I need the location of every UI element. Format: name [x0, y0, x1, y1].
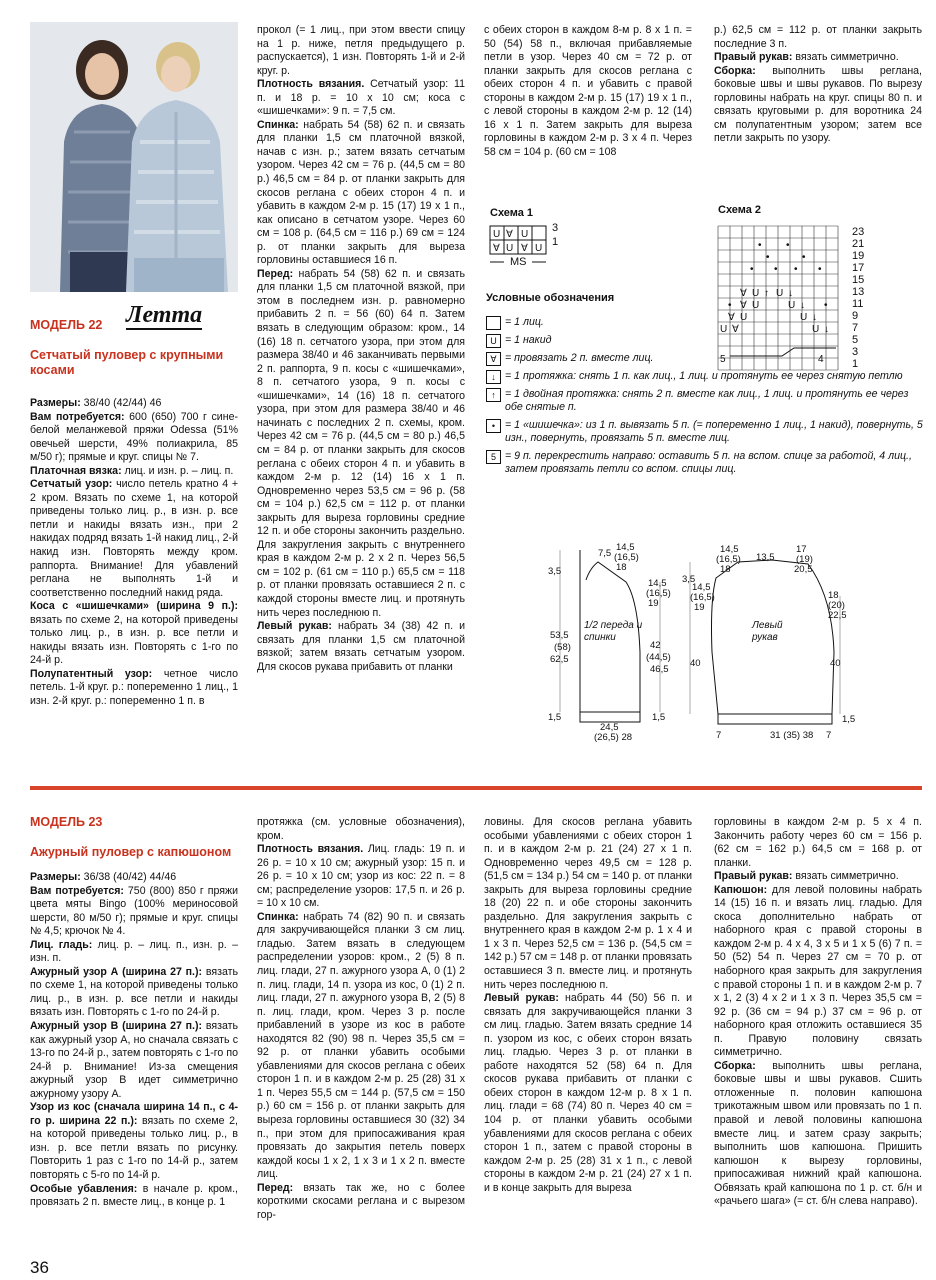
model-22-title: Сетчатый пуловер с крупными косами [30, 348, 224, 377]
svg-text:U: U [493, 229, 501, 240]
dimension-label: 24,5 [600, 722, 619, 733]
paragraph [30, 465, 238, 479]
paragraph-heading: Правый рукав: [714, 51, 793, 64]
schema-row-number: 23 [852, 226, 865, 238]
paragraph-text: вязать так же, но с более короткими скосами реглана и с вырезом гор- [257, 1181, 465, 1221]
paragraph [484, 816, 692, 992]
paragraph [484, 992, 692, 1195]
paragraph-text: прокол (= 1 лиц., при этом ввести спицу на 1 р. ниже, петля предыдущего р. распускается), 1 изн. Повторять 1-й и 2-й круг. р. [257, 24, 465, 77]
paragraph [30, 478, 238, 600]
svg-text:•: • [728, 300, 732, 311]
paragraph [257, 119, 465, 268]
legend-symbol-icon: U [486, 334, 501, 348]
legend-symbol-icon [486, 316, 501, 330]
paragraph-heading: Особые убавления: [30, 1182, 138, 1195]
paragraph-text: четное число петель. 1-й круг. р.: попеременно 1 лиц., 1 изн. 2-й круг. р.: попеременно 1 п. в [30, 667, 238, 708]
svg-text:•: • [766, 252, 770, 263]
dimension-label: (20) [828, 600, 845, 611]
legend-item [486, 316, 926, 330]
page-number: 36 [30, 1258, 49, 1277]
schema-row-number: 21 [852, 238, 865, 250]
dimension-label: 18 [616, 562, 627, 573]
paragraph [714, 1060, 922, 1209]
legend-item [486, 450, 926, 477]
legend-symbol-icon: ∀ [486, 352, 501, 366]
paragraph-text: в начале р. кром., провязать 2 п. вместе лиц., в конце р. 1 [30, 1182, 238, 1209]
paragraph-heading: Плотность вязания. [257, 843, 364, 856]
paragraph-text: вязать по схеме 2, на которой приведены только лиц. р., в изн. р. все петли и накиды вязать изн. Повторять с 1-го по 24-й р. [30, 613, 238, 667]
paragraph-text: 600 (650) 700 г сине-белой меланжевой пряжи Odessa (51% овечьей шерсти, 49% полиакрила, 85 м/50 г); прямые и круг. спицы № 7. [30, 410, 238, 464]
paragraph-heading: Капюшон: [714, 883, 768, 896]
svg-text:•: • [802, 252, 806, 263]
paragraph [30, 966, 238, 1020]
schema-row-number: 1 [852, 358, 859, 370]
svg-text:∀: ∀ [728, 312, 735, 323]
paragraph [714, 870, 922, 884]
paragraph [30, 939, 238, 966]
dimension-label: (16,5) [716, 554, 741, 565]
svg-text:U: U [521, 229, 529, 240]
legend-text: = 9 п. перекрестить направо: оставить 5 п. на вспом. спице за работой, 4 лиц., затем провязать петли со вспом. спицы лиц. [505, 449, 912, 476]
model-22-column-3 [484, 24, 692, 159]
svg-text:U: U [788, 300, 796, 311]
svg-text:↓: ↓ [824, 324, 829, 335]
paragraph-text: лиц. р. – лиц. п., изн. р. – изн. п. [30, 938, 238, 965]
dimension-label: 7 [826, 730, 832, 741]
schema-1-ms-label: MS [510, 256, 527, 268]
dimension-label: 19 [648, 598, 659, 609]
dimension-label: 40 [830, 658, 841, 669]
dimension-label: 20,5 [794, 564, 813, 575]
schema-row-number: 9 [852, 310, 859, 322]
svg-text:•: • [818, 264, 822, 275]
svg-text:∀: ∀ [521, 243, 528, 254]
paragraph-heading: Сетчатый узор: [30, 478, 113, 491]
paragraph [30, 1020, 238, 1101]
paragraph-text: протяжка (см. условные обозначения), кром. [257, 816, 465, 842]
paragraph-text: 750 (800) 850 г пряжи цвета мяты Bingo (100% мериносовой шерсти, 80 м/50 г); прямые и круг. спицы № 4,5; крючок № 4. [30, 884, 238, 938]
paragraph [714, 884, 922, 1060]
model-22-column-2 [257, 24, 465, 674]
svg-text:U: U [812, 324, 820, 335]
dimension-label: 42 [650, 640, 661, 651]
paragraph-text: выполнить швы реглана, боковые швы и швы рукавов. По вырезу горловины набрать на круг. спицы 80 п. и связать круговыми р. для воротника 24 см полупатентным узором; затем все петли закрыть по узору. [714, 64, 922, 145]
paragraph [714, 816, 922, 870]
dimension-label: 46,5 [650, 664, 669, 675]
paragraph-heading: Сборка: [714, 64, 756, 77]
svg-text:U: U [800, 312, 808, 323]
paragraph-text: Сетчатый узор: 11 п. и 18 р. = 10 х 10 см; коса с «шишечками»: 9 п. = 7,5 см. [257, 78, 465, 118]
dimension-label: (26,5) 28 [594, 732, 633, 743]
svg-text:4: 4 [818, 354, 824, 365]
dimension-label: 13,5 [756, 552, 775, 563]
dimension-label: 14,5 [692, 582, 711, 593]
dimension-label: 14,5 [616, 542, 635, 553]
dimension-label: (19) [796, 554, 813, 565]
legend-symbol-icon: 5 [486, 450, 501, 464]
svg-text:•: • [824, 300, 828, 311]
dimension-label: 62,5 [550, 654, 569, 665]
paragraph-heading: Левый рукав: [484, 992, 559, 1005]
legend-symbol-icon: ↓ [486, 370, 501, 384]
svg-text:U: U [720, 324, 728, 335]
dimension-label: 18 [720, 564, 731, 575]
paragraph [30, 885, 238, 939]
paragraph-heading: Спинка: [257, 118, 299, 131]
legend-title: Условные обозначения [486, 292, 615, 304]
section-divider [30, 786, 922, 790]
schema-1-title: Схема 1 [490, 207, 534, 219]
dimension-label: 3,5 [682, 574, 696, 585]
paragraph-text: набрать 34 (38) 42 п. и связать для планки 1,5 см платочной вязкой; затем вязать сетчатым узором. Для скосов рукава прибавить от планки [257, 620, 465, 673]
dimension-label: 40 [690, 658, 701, 669]
dimension-label: 7 [716, 730, 722, 741]
paragraph-text: вязать симметрично. [792, 51, 899, 64]
paragraph-text: для левой половины набрать 14 (15) 16 п. и вязать лиц. гладью. Для скоса дополнительно набрать от наборного края с правой стороны в каждом 2-м р. 4 х 4, 3 х 5 и 1 х 5 (6) 7 п. = 50 (52) 54 п. Через 27 см = 70 р. от наборного края закрыть для закругления с правой стороны 1 п. и в каждом 2-м р. 7 х 1, 2 (3) 4 х 2 и 1 х 3 п. Через 35,5 см = 92 р. (36 см = 94 р.) 37 см = 96 р. от наборного края отложить оставшиеся 35 п. Правую половину связать симметрично. [714, 883, 922, 1059]
legend-text: = провязать 2 п. вместе лиц. [505, 352, 654, 364]
dimension-label: 17 [796, 544, 807, 555]
paragraph-text: Лиц. гладь: 19 п. и 26 р. = 10 х 10 см; ажурный узор: 15 п. и 26 р. = 10 х 10 см; узор из кос: 22 п. = 8 см; распределение узоров: 17,5 п. и 26 р. = 10 х 10 см. [257, 843, 465, 910]
legend-list [486, 316, 926, 480]
svg-text:•: • [750, 264, 754, 275]
paragraph [714, 24, 922, 51]
paragraph [714, 65, 922, 146]
paragraph-heading: Полупатентный узор: [30, 667, 153, 680]
paragraph [257, 843, 465, 911]
paragraph-text: набрать 54 (58) 62 п. и связать для планки 1,5 см платочной вязкой, при этом в последнем изн. р. равномерно прибавить 2 п. = 56 (60) 64 п. Затем вязать в следующим образом: кром., 14 (16) 18 п. сетчатого узора, при этом для размера 38/40 и 46 заканчивать первыми 2 п. раппорта, 9 п. косы с «шишечками», 8 п. сетчатого узора, 9 п. косы с «шишечками», 14 (16) 18 п. сетчатого узора, при этом для размера 38/40 и 46 начинать с последних 2 п. схемы, кром. Через 42 см = 76 р. (44,5 см = 80 р.) 46,5 см = 84 р. от планки закрыть для скосов реглана с обеих сторон 4 п. и убавить в каждом 2-м р. 12 (14) 16 х 1 п. Одновременно через 53,5 см = 96 р. (58 см = 104 р.) 62,5 см = 112 р. от планки закрыть для выреза горловины средние 12 п. и обе стороны закончить раздельно. Для закругления закрыть с внутреннего края в каждом 2-м р. 2 х 2 п. Через 56,5 см = 102 р. (61 см = 110 р.) 65,5 см = 118 р. от планки провязать оставшиеся 2 п. с каждой стороны вместе лиц. и протянуть нить через последнюю п. [257, 267, 465, 619]
dimension-label: 1,5 [548, 712, 562, 723]
schema-row-number: 7 [852, 322, 859, 334]
svg-text:∀: ∀ [506, 229, 513, 240]
schema-row-number: 5 [852, 334, 859, 346]
paragraph [714, 51, 922, 65]
paragraph-heading: Размеры: [30, 871, 81, 883]
svg-text:U: U [752, 288, 760, 299]
legend-text: = 1 протяжка: снять 1 п. как лиц., 1 лиц. и протянуть ее через снятую петлю [505, 370, 903, 382]
svg-text:U: U [740, 312, 748, 323]
model-22-column-4 [714, 24, 922, 146]
paragraph [30, 600, 238, 668]
paragraph-text: набрать 74 (82) 90 п. и связать для закручивающейся планки 3 см лиц. гладью. Затем вязать в следующем распределении узоров: кром., 2 (5) 8 п. лиц. глади, 27 п. ажурного узора А, 0 (1) 2 п. лиц. глади, 14 п. узора из кос, 0 (1) 2 п. лиц. глади, 27 п. ажурного узора В, 2 (5) 8 п. лиц. глади, кром. Через 3 р. после прибавлений в узоре из кос в работе находятся 82 (90) 98 п. Через 35,5 см = 92 р. от планки убавить особыми убавлениями для скосов реглана с обеих сторон 1 п. и в каждом 2-м р. 25 (28) 31 х 1 п. Через 55,5 см = 144 р. (57,5 см = 150 р.) 60 см = 156 р. от планки закрыть для выреза горловины оставшиеся 30 (32) 34 п., при этом для припосаживания края провязать до закрытия петель поверх каждой косы 1 х 2, 1 х 3 и 1 х 2 п. вместе лиц. [257, 910, 465, 1181]
paragraph-heading: Сборка: [714, 1059, 756, 1072]
dimension-label: 1,5 [842, 714, 856, 725]
paragraph-text: 38/40 (42/44) 46 [80, 397, 162, 409]
schema-row-number: 11 [852, 298, 864, 310]
model-23-column-1 [30, 871, 238, 1210]
dimension-label: 19 [694, 602, 705, 613]
legend-item [486, 370, 926, 384]
svg-text:•: • [786, 240, 790, 251]
paragraph [30, 1101, 238, 1182]
model-23-column-3 [484, 816, 692, 1195]
paragraph [257, 816, 465, 843]
svg-text:•: • [758, 240, 762, 251]
paragraph-text: 36/38 (40/42) 44/46 [80, 871, 177, 883]
paragraph-heading: Вам потребуется: [30, 884, 124, 897]
svg-text:∀: ∀ [732, 324, 739, 335]
paragraph-text: вязать симметрично. [792, 870, 899, 883]
dimension-label: 14,5 [648, 578, 667, 589]
legend-text: = 1 лиц. [505, 316, 544, 328]
paragraph [30, 1183, 238, 1210]
dimension-label: 14,5 [720, 544, 739, 555]
paragraph-text: выполнить швы реглана, боковые швы и швы рукавов. Сшить отложенные п. половин капюшона трикотажным швом или провязать по 1 п. правой и левой половины капюшона вместе лиц. и затем сразу закрыть; выполнить шов капюшона. Пришить капюшон к вырезу горловины, припосаживая нижний край капюшона. Обвязать край капюшона по 1 р. ст. б/н и «рачьего шага» (= ст. б/н слева направо). [714, 1059, 922, 1208]
paragraph [257, 78, 465, 119]
dimension-label: (16,5) [690, 592, 715, 603]
paragraph-text: набрать 44 (50) 56 п. и связать для закручивающейся планки 3 см лиц. гладью. Затем вязать средние 14 п. узором из кос, с обеих сторон вязать лиц. гладью. Через 3 р. от планки в работе находятся 52 (58) 64 п. Для скосов рукава прибавить от планки с обеих сторон в каждом 12-м р. 8 х 1 п. лиц. глади = 68 (74) 80 п. Через 40 см = 104 р. от планки убавить особыми убавлениями для скосов реглана с обеих сторон 1 п., затем с правой стороны в каждом 2-м р. 25 (28) 31 х 1 п., с левой стороны в каждом 2-м р. 21 (24) 27 х 1 п. и в конце закрыть для выреза [484, 992, 692, 1194]
dimension-label: 3,5 [548, 566, 562, 577]
svg-text:5: 5 [720, 354, 726, 365]
paragraph-text: вязать по схеме 2, на которой приведены только лиц. р., в изн. р. все петли вязать по рисунку. Повторить 1 раз с 1-го по 14-й р., затем повторять с 5-го по 14-й р. [30, 1114, 238, 1182]
schema-row-number: 19 [852, 250, 865, 262]
pattern-body-label: 1/2 переда и спинки [584, 620, 643, 643]
model-23-column-2 [257, 816, 465, 1222]
paragraph-heading: Плотность вязания. [257, 78, 365, 91]
legend-symbol-icon: ↑ [486, 388, 501, 402]
dimension-label: (44,5) [646, 652, 671, 663]
dimension-label: 7,5 [598, 548, 612, 559]
schema-row-number: 3 [852, 346, 859, 358]
dimension-label: 53,5 [550, 630, 569, 641]
svg-text:U: U [776, 288, 784, 299]
paragraph [30, 411, 238, 465]
paragraph-text: горловины в каждом 2-м р. 5 х 4 п. Закончить работу через 60 см = 156 р. (62 см = 162 р.) 64,5 см = 168 р. от планки. [714, 816, 922, 869]
paragraph-text: набрать 54 (58) 62 п. и связать для планки 1,5 см платочной вязкой, начав с изн. р.; затем вязать сетчатым узором. Через 42 см = 76 р. (44,5 см = 80 р.) 46,5 см = 84 р. от планки закрыть для скосов реглана с обеих сторон 4 п. и убавить в каждом 2-м р. 15 (17) 19 х 1 п., как описано в сетчатом узоре. Через 60 см = 108 р. (64,5 см = 116 р.) 69 см = 124 р. от планки закрыть для выреза горловины оставшиеся 16 п. [257, 118, 465, 267]
paragraph-text: вязать по схеме 1, на которой приведены только лиц. р., в изн. р. все петли и накиды вязать изн. Повторять с 1-го по 24-й р. [30, 965, 239, 1019]
paragraph [484, 24, 692, 159]
schema-row-number: 13 [852, 286, 865, 298]
dimension-label: 22,5 [828, 610, 847, 621]
paragraph [30, 397, 238, 411]
dimension-label: (58) [554, 642, 571, 653]
paragraph [257, 911, 465, 1182]
legend-text: = 1 «шишечка»: из 1 п. вывязать 5 п. (= попеременно 1 лиц., 1 накид), повернуть, 5 изн., повернуть, провязать 5 п. вместе лиц. [505, 418, 923, 445]
pattern-sleeve-label: Левый рукав [752, 620, 783, 643]
paragraph [30, 871, 238, 885]
legend-item [486, 388, 926, 415]
brand-logo: Летта [126, 302, 203, 328]
schema-row-number: 15 [852, 274, 865, 286]
model-22-column-1 [30, 397, 238, 709]
paragraph-heading: Правый рукав: [714, 870, 793, 883]
svg-text:•: • [774, 264, 778, 275]
paragraph-text: вязать как ажурный узор А, но сначала связать с 13-го по 24-й р., затем повторять с 1-го по 24-й р. Внимание! Из-за смещения ажурный узор В идет симметрично ажурному узору А. [30, 1020, 239, 1100]
svg-text:∀: ∀ [740, 288, 747, 299]
schema-row-number: 17 [852, 262, 865, 274]
svg-text:U: U [752, 300, 760, 311]
svg-text:•: • [794, 264, 798, 275]
model-photo [30, 22, 238, 292]
paragraph-heading: Перед: [257, 1181, 294, 1194]
dimension-label: 31 (35) 38 [770, 730, 814, 741]
paragraph-heading: Ажурный узор А (ширина 27 п.): [30, 965, 203, 978]
schema-2-title: Схема 2 [718, 204, 762, 216]
svg-text:↑: ↑ [764, 288, 769, 299]
svg-text:↓: ↓ [788, 288, 793, 299]
legend-symbol-icon: • [486, 419, 501, 433]
svg-text:∀: ∀ [740, 300, 747, 311]
paragraph-text: число петель кратно 4 + 2 кром. Вязать по схеме 1, на которой приведены только лиц. р., в изн. р. все петли и накиды вязать изн., при 2 накидах подряд вязать 1-й накид лиц., 2-й накид изн. Повторять между кром. раппорта. Внимание! Для убавлений реглана не выполнять 1-й и соответственно последний накид ряда. [30, 478, 238, 599]
paragraph-heading: Размеры: [30, 397, 81, 409]
paragraph [257, 268, 465, 620]
paragraph-text: р.) 62,5 см = 112 р. от планки закрыть последние 3 п. [714, 24, 922, 50]
paragraph-heading: Ажурный узор В (ширина 27 п.): [30, 1020, 203, 1033]
paragraph-heading: Коса с «шишечками» (ширина 9 п.): [30, 600, 238, 613]
model-23-title: Ажурный пуловер с капюшоном [30, 845, 232, 859]
schema-1-row-3: 3 [552, 222, 559, 234]
paragraph [257, 24, 465, 78]
paragraph-heading: Лиц. гладь: [30, 938, 93, 951]
legend-item [486, 352, 926, 366]
legend-item [486, 419, 926, 446]
paragraph-heading: Узор из кос (сначала ширина 14 п., с 4-го р. ширина 22 п.): [30, 1101, 238, 1127]
svg-text:↓: ↓ [812, 312, 817, 323]
paragraph-heading: Перед: [257, 267, 294, 280]
dimension-label: (16,5) [646, 588, 671, 599]
model-23-column-4 [714, 816, 922, 1209]
dimension-label: (16,5) [614, 552, 639, 563]
paragraph-heading: Левый рукав: [257, 620, 332, 633]
svg-text:∀: ∀ [493, 243, 500, 254]
paragraph-text: лиц. и изн. р. – лиц. п. [121, 464, 234, 477]
svg-text:U: U [535, 243, 543, 254]
legend-item [486, 334, 926, 348]
paragraph [257, 1182, 465, 1223]
svg-text:↓: ↓ [800, 300, 805, 311]
paragraph-heading: Вам потребуется: [30, 410, 125, 423]
paragraph [257, 620, 465, 674]
paragraph-heading: Спинка: [257, 910, 299, 923]
model-22-label: МОДЕЛЬ 22 [30, 318, 103, 332]
paragraph-text: с обеих сторон в каждом 8-м р. 8 х 1 п. = 50 (54) 58 п., включая прибавляемые петли в узор. Через 40 см = 72 р. от планки закрыть для скосов реглана с обеих сторон 4 п. и убавить с правой стороны в каждом 2-м р. 15 (17) 19 х 1 п., с левой стороны в каждом 2-м р. 12 (14) 16 х 1 п. Затем закрыть для выреза горловины в каждом 2-м р. 3 х 4 п. Через 58 см = 104 р. (60 см = 108 [484, 24, 692, 158]
paragraph [30, 668, 238, 709]
paragraph-text: ловины. Для скосов реглана убавить особыми убавлениями с обеих сторон 1 п. и в каждом 2-м р. 21 (24) 27 х 1 п. Одновременно через 49,5 см = 128 р. (51,5 см = 134 р.) 54 см = 140 р. от планки закрыть для выреза горловины средние 18 (20) 22 п. и обе стороны закончить раздельно. Для закругления закрыть с внутреннего края в каждом 2-м р. 1 х 4 и 1 х 3 п. Через 52,5 см = 136 р. (54,5 см = 142 р.) 57 см = 148 р. от планки провязать оставшиеся 3 п. вместе лиц. и протянуть нить через последнюю п. [484, 816, 692, 991]
model-23-label: МОДЕЛЬ 23 [30, 815, 103, 829]
svg-text:U: U [506, 243, 514, 254]
schema-1-row-1: 1 [552, 236, 559, 248]
legend-text: = 1 двойная протяжка: снять 2 п. вместе как лиц., 1 лиц. и протянуть ее через обе снятые п. [505, 388, 909, 414]
dimension-label: 18 [828, 590, 839, 601]
dimension-label: 1,5 [652, 712, 666, 723]
paragraph-heading: Платочная вязка: [30, 464, 122, 477]
legend-text: = 1 накид [505, 334, 552, 346]
